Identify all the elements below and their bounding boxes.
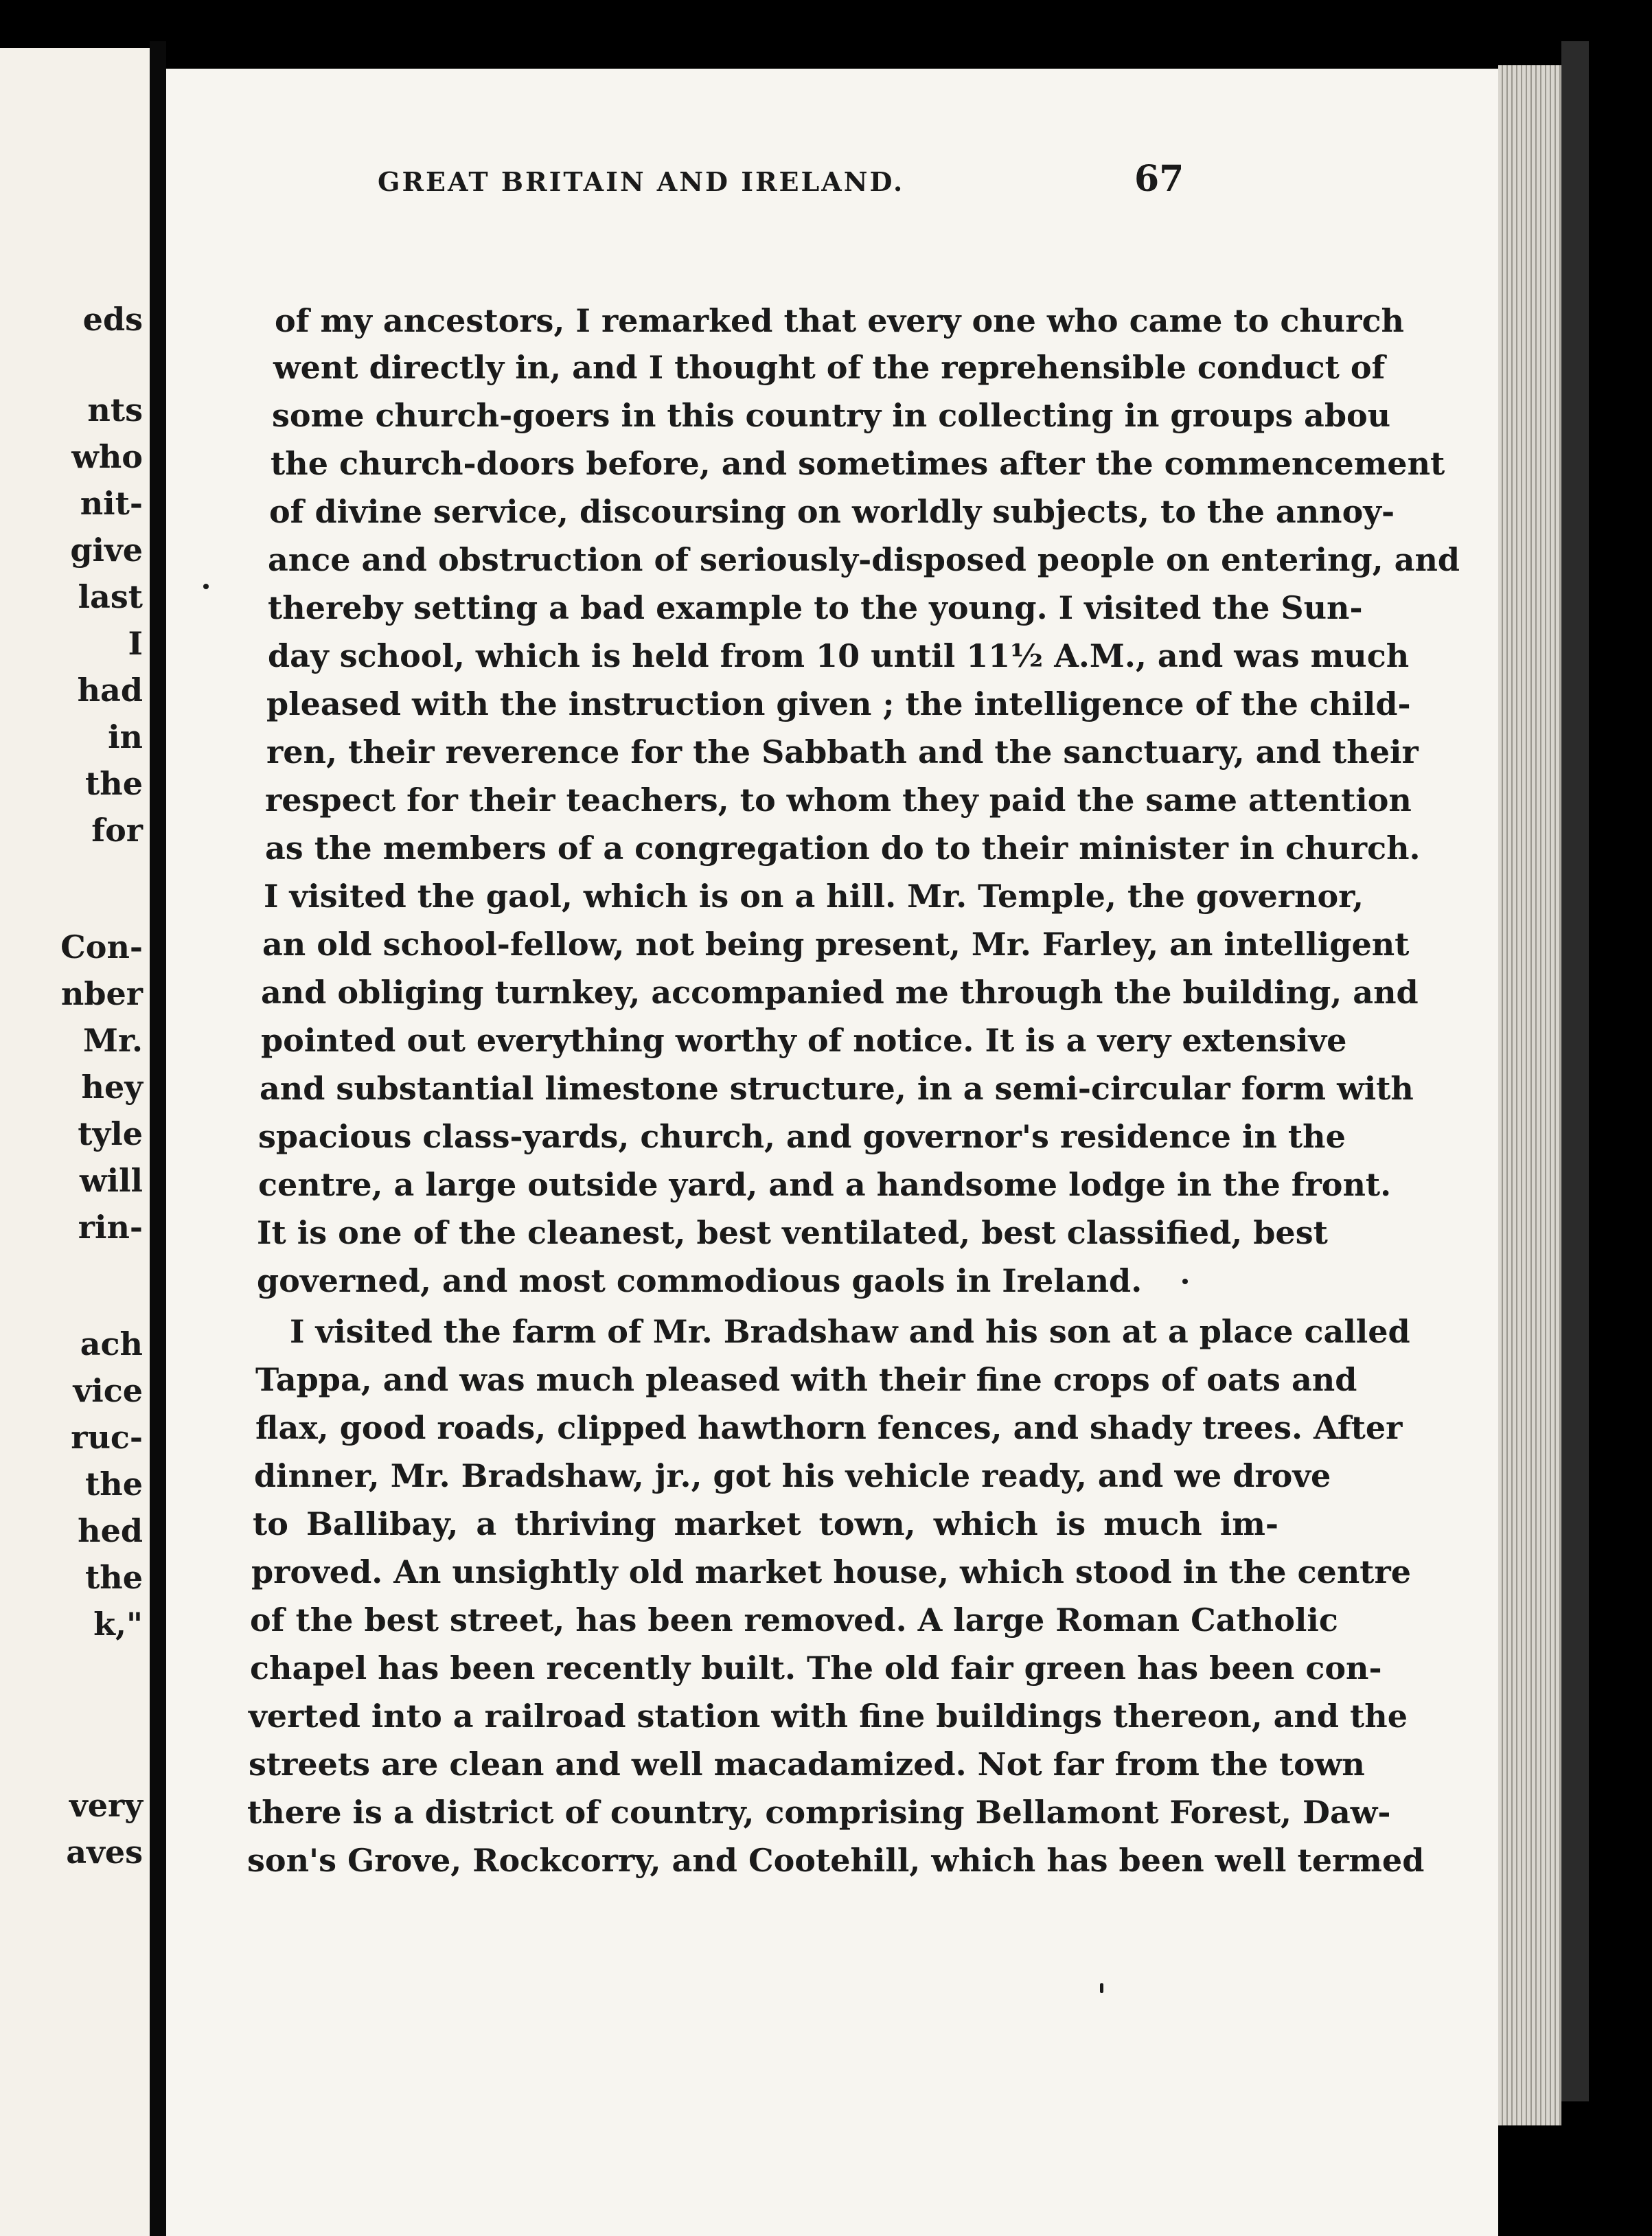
- left-fragment: eds: [82, 301, 143, 338]
- left-fragment: k,": [93, 1606, 143, 1643]
- left-fragment: very: [69, 1787, 143, 1824]
- left-fragment: had: [77, 672, 143, 709]
- text-line: streets are clean and well macadamized. Not far from the town: [249, 1746, 1365, 1783]
- text-line: flax, good roads, clipped hawthorn fences, and shady trees. After: [255, 1409, 1403, 1446]
- left-fragment: tyle: [78, 1115, 143, 1152]
- left-fragment: hey: [81, 1069, 143, 1106]
- print-speck: [1182, 1279, 1188, 1284]
- text-line: ance and obstruction of seriously-disposed people on entering, and: [268, 541, 1460, 578]
- book-binding-edge: [1561, 41, 1589, 2101]
- left-fragment: last: [78, 578, 143, 615]
- page-edges: [1498, 65, 1561, 2125]
- text-line: I visited the gaol, which is on a hill. Mr. Temple, the governor,: [264, 878, 1364, 915]
- left-fragment: will: [79, 1162, 143, 1199]
- left-fragment: nit-: [80, 485, 143, 522]
- left-fragment: give: [70, 532, 143, 569]
- text-line: It is one of the cleanest, best ventilated, best classified, best: [257, 1214, 1328, 1251]
- text-line: of my ancestors, I remarked that every one who came to church: [275, 302, 1404, 339]
- text-line: chapel has been recently built. The old fair green has been con-: [250, 1650, 1382, 1687]
- text-line: and substantial limestone structure, in a semi-circular form with: [260, 1070, 1414, 1107]
- left-fragment: Mr.: [83, 1022, 143, 1059]
- left-fragment: the: [85, 1465, 143, 1503]
- text-line: son's Grove, Rockcorry, and Cootehill, which has been well termed: [247, 1842, 1425, 1879]
- text-line: governed, and most commodious gaols in Ireland.: [257, 1262, 1143, 1299]
- left-page-fragment: [0, 48, 150, 2236]
- text-line: verted into a railroad station with fine buildings thereon, and the: [249, 1698, 1408, 1735]
- text-line: as the members of a congregation do to their minister in church.: [265, 830, 1421, 867]
- text-line: of divine service, discoursing on worldly subjects, to the annoy-: [269, 493, 1395, 530]
- left-fragment: ach: [80, 1325, 143, 1362]
- left-fragment: vice: [73, 1372, 143, 1409]
- text-line: of the best street, has been removed. A large Roman Catholic: [250, 1601, 1338, 1639]
- left-fragment: ruc-: [71, 1419, 143, 1456]
- left-fragment: the: [85, 765, 143, 802]
- left-fragment: who: [71, 438, 143, 475]
- text-line: dinner, Mr. Bradshaw, jr., got his vehicle ready, and we drove: [254, 1457, 1331, 1494]
- text-line: Tappa, and was much pleased with their fine crops of oats and: [255, 1361, 1357, 1398]
- left-fragment: hed: [78, 1512, 143, 1549]
- left-fragment: for: [91, 812, 143, 849]
- text-line: pointed out everything worthy of notice. It is a very extensive: [261, 1022, 1347, 1059]
- text-line: I visited the farm of Mr. Bradshaw and his son at a place called: [290, 1313, 1410, 1350]
- left-fragment: nts: [87, 391, 143, 429]
- text-line: to Ballibay, a thriving market town, which is much im-: [253, 1505, 1278, 1542]
- text-line: an old school-fellow, not being present, Mr. Farley, an intelligent: [262, 926, 1410, 963]
- left-fragment: in: [108, 718, 143, 755]
- left-fragment: the: [85, 1559, 143, 1596]
- text-line: went directly in, and I thought of the reprehensible conduct of: [273, 349, 1386, 386]
- left-fragment: aves: [66, 1834, 143, 1871]
- text-line: ren, their reverence for the Sabbath and the sanctuary, and their: [266, 733, 1419, 771]
- text-line: [268, 637, 1410, 674]
- left-fragment: I: [128, 625, 143, 662]
- time-abbreviation: A.M.: [1054, 637, 1136, 674]
- text-line: spacious class-yards, church, and governor's residence in the: [258, 1118, 1346, 1155]
- text-line: pleased with the instruction given ; the intelligence of the child-: [266, 685, 1411, 722]
- print-speck: [1100, 1983, 1103, 1993]
- text-line: respect for their teachers, to whom they paid the same attention: [265, 782, 1412, 819]
- text-line: and obliging turnkey, accompanied me through the building, and: [261, 974, 1419, 1011]
- book-gutter: [150, 41, 166, 2236]
- text-segment: day school, which is held from 10 until 11½: [268, 637, 1055, 674]
- text-segment: , and was much: [1135, 637, 1410, 674]
- print-speck: [203, 584, 209, 589]
- text-line: some church-goers in this country in collecting in groups abou: [272, 397, 1391, 434]
- text-line: there is a district of country, comprising Bellamont Forest, Daw-: [247, 1794, 1391, 1831]
- page-number: 67: [1134, 158, 1184, 200]
- text-line: the church-doors before, and sometimes after the commencement: [271, 445, 1445, 482]
- left-fragment: Con-: [60, 928, 143, 966]
- running-head: GREAT BRITAIN AND IRELAND.: [378, 166, 905, 197]
- text-line: proved. An unsightly old market house, which stood in the centre: [251, 1553, 1412, 1590]
- left-fragment: nber: [60, 975, 143, 1012]
- text-line: centre, a large outside yard, and a handsome lodge in the front.: [258, 1166, 1392, 1203]
- text-line: thereby setting a bad example to the young. I visited the Sun-: [268, 589, 1363, 626]
- left-fragment: rin-: [78, 1209, 143, 1246]
